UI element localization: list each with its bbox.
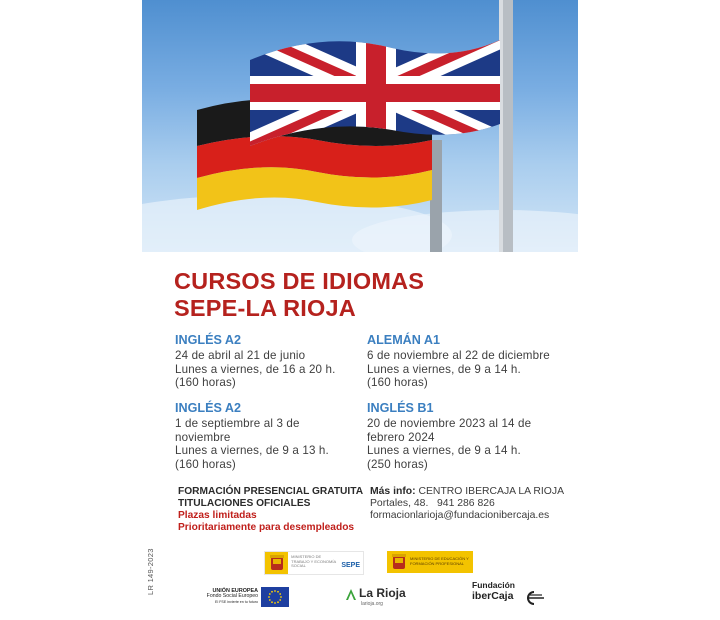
course-dates-cont: noviembre — [175, 430, 231, 444]
course-hours: (250 horas) — [367, 457, 428, 471]
sepe-ministry-text: MINISTERIO DE TRABAJO Y ECONOMÍA SOCIAL — [291, 554, 336, 569]
course-heading: INGLÉS B1 — [367, 401, 434, 415]
education-ministry-logo — [387, 551, 473, 573]
course-dates-cont: febrero 2024 — [367, 430, 435, 444]
flags-illustration — [142, 0, 578, 252]
fundacion-text: Fundación — [472, 580, 515, 590]
course-ingles-a2-autumn — [175, 401, 355, 471]
ue-slogan: El FSE invierte en tu futuro — [215, 599, 258, 604]
info-address: Portales, 48. — [370, 498, 429, 510]
course-dates: 24 de abril al 21 de junio — [175, 349, 306, 362]
la-rioja-name: La Rioja — [359, 586, 406, 600]
info-label: Más info: — [370, 486, 416, 497]
la-rioja-mark-icon — [345, 587, 357, 601]
formacion-block — [178, 486, 363, 534]
legal-code: LR 149-2023 — [146, 548, 155, 595]
course-dates: 20 de noviembre 2023 al 14 de — [367, 417, 532, 430]
course-heading: INGLÉS A2 — [175, 401, 242, 415]
course-heading: ALEMÁN A1 — [367, 333, 440, 347]
prioridad-desempleados: Prioritariamente para desempleados — [178, 521, 355, 533]
spain-shield-icon — [391, 553, 407, 571]
ibercaja-mark-icon — [522, 590, 546, 606]
course-dates: 6 de noviembre al 22 de diciembre — [367, 349, 550, 362]
formacion-gratuita: FORMACIÓN PRESENCIAL GRATUITA — [178, 486, 364, 497]
course-dates: 1 de septiembre al 3 de — [175, 417, 300, 430]
sepe-logo — [264, 551, 364, 575]
info-center: CENTRO IBERCAJA LA RIOJA — [418, 486, 565, 497]
info-phone[interactable]: 941 286 826 — [437, 498, 495, 510]
course-schedule: Lunes a viernes, de 9 a 13 h. — [175, 444, 329, 458]
contact-info — [370, 486, 564, 523]
ue-fund: Fondo Social Europeo — [206, 593, 258, 600]
ibercaja-text: iberCaja — [472, 590, 514, 602]
la-rioja-logo — [345, 586, 411, 610]
course-schedule: Lunes a viernes, de 9 a 14 h. — [367, 362, 521, 376]
titulaciones-oficiales: TITULACIONES OFICIALES — [178, 497, 311, 509]
fundacion-ibercaja-logo — [470, 580, 550, 610]
sepe-abbr: SEPE — [341, 562, 360, 569]
plazas-limitadas: Plazas limitadas — [178, 509, 257, 521]
ue-title: UNIÓN EUROPEA — [212, 587, 258, 594]
education-ministry-text: MINISTERIO DE EDUCACIÓN Y FORMACIÓN PROFESIONAL — [410, 556, 469, 566]
course-hours: (160 horas) — [175, 457, 236, 471]
page-subtitle: SEPE-LA RIOJA — [174, 295, 356, 321]
course-aleman-a1 — [367, 333, 567, 390]
course-ingles-a2-spring — [175, 333, 355, 390]
course-hours: (160 horas) — [367, 376, 428, 390]
course-schedule: Lunes a viernes, de 9 a 14 h. — [367, 444, 521, 458]
course-hours: (160 horas) — [175, 376, 236, 390]
course-heading: INGLÉS A2 — [175, 333, 242, 347]
info-email[interactable]: formacionlarioja@fundacionibercaja.es — [370, 510, 550, 522]
la-rioja-web: larioja.org — [361, 601, 383, 607]
eu-flag-icon — [261, 587, 289, 607]
spain-shield-icon — [269, 554, 285, 572]
flags-photo — [142, 0, 578, 252]
course-ingles-b1 — [367, 401, 567, 471]
course-schedule: Lunes a viernes, de 16 a 20 h. — [175, 362, 336, 376]
eu-logo — [198, 585, 290, 609]
page-title: CURSOS DE IDIOMAS — [174, 268, 425, 294]
